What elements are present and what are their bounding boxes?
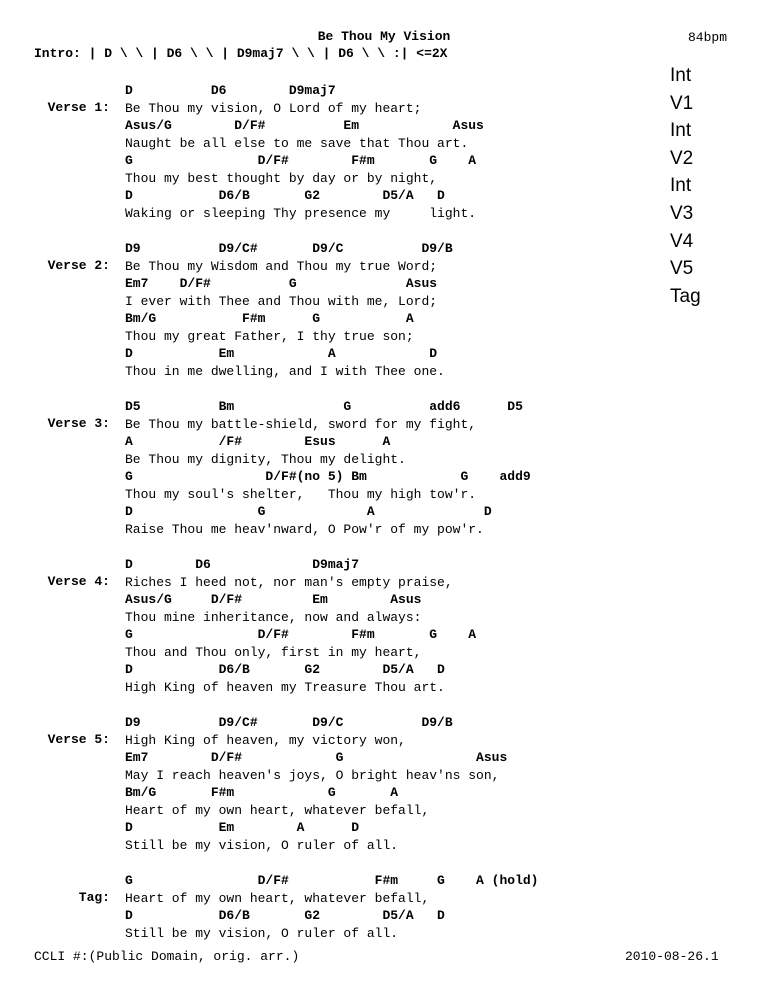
- section-lines: [125, 82, 484, 222]
- section-lines: [125, 398, 531, 538]
- section-lines: [125, 240, 453, 380]
- song-order-item: V2: [670, 147, 694, 169]
- song-order-item: Int: [670, 175, 692, 197]
- chord-line: Em7 D/F# G Asus: [125, 276, 438, 291]
- song-order-item: V5: [670, 258, 694, 280]
- lyric-line: High King of heaven my Treasure Thou art.: [125, 679, 445, 695]
- lyric-line: Still be my vision, O ruler of all.: [125, 837, 399, 853]
- lyric-line: Thou my best thought by day or by night,: [125, 170, 438, 186]
- lyric-line: Heart of my own heart, whatever befall,: [125, 802, 430, 818]
- lyric-line: May I reach heaven's joys, O bright heav'ns son,: [125, 767, 500, 783]
- chord-line: D9 D9/C# D9/C D9/B: [125, 715, 453, 730]
- lyric-line: Thou mine inheritance, now and always:: [125, 609, 422, 625]
- chord-line: D D6/B G2 D5/A D: [125, 908, 445, 923]
- chord-line: D D6/B G2 D5/A D: [125, 662, 445, 677]
- lyric-line: Thou and Thou only, first in my heart,: [125, 644, 422, 660]
- chord-line: G D/F#(no 5) Bm G add9: [125, 469, 531, 484]
- ccli-footer: CCLI #:(Public Domain, orig. arr.): [34, 949, 300, 964]
- section-lines: [125, 556, 476, 696]
- chord-line: D D6 D9maj7: [125, 83, 336, 98]
- section-lines: [125, 714, 507, 854]
- lyric-line: High King of heaven, my victory won,: [125, 732, 406, 748]
- song-order-list: [670, 62, 701, 310]
- song-order-item: Int: [670, 120, 692, 142]
- lyric-line: Riches I heed not, nor man's empty praise,: [125, 574, 453, 590]
- tempo-label: 84bpm: [688, 30, 728, 45]
- chord-line: Em7 D/F# G Asus: [125, 750, 508, 765]
- chord-line: G D/F# F#m G A: [125, 627, 477, 642]
- lyric-line: Be Thou my dignity, Thou my delight.: [125, 451, 406, 467]
- section-lines: [125, 872, 538, 942]
- song-order-item: V3: [670, 202, 694, 224]
- song-title: Be Thou My Vision: [317, 29, 451, 44]
- version-footer: 2010-08-26.1: [625, 949, 719, 964]
- chord-line: D G A D: [125, 504, 492, 519]
- lyric-line: Be Thou my battle-shield, sword for my fight,: [125, 416, 477, 432]
- chord-line: A /F# Esus A: [125, 434, 391, 449]
- song-order-item: V4: [670, 230, 694, 252]
- song-order-item: Int: [670, 65, 692, 86]
- song-order-item: V1: [670, 92, 694, 114]
- section-label: Verse 5:: [47, 731, 110, 747]
- chord-line: Asus/G D/F# Em Asus: [125, 118, 484, 133]
- chord-line: Bm/G F#m G A: [125, 785, 399, 800]
- section-label: Verse 2:: [47, 257, 110, 273]
- lyric-line: Heart of my own heart, whatever befall,: [125, 890, 430, 906]
- chord-line: D Em A D: [125, 346, 438, 361]
- lyric-line: Raise Thou me heav'nward, O Pow'r of my pow'r.: [125, 521, 484, 537]
- chord-line: D Em A D: [125, 820, 360, 835]
- song-order-item: Tag: [670, 285, 701, 307]
- lyric-line: Naught be all else to me save that Thou art.: [125, 135, 469, 151]
- lyric-line: Be Thou my Wisdom and Thou my true Word;: [125, 258, 438, 274]
- lyric-line: Waking or sleeping Thy presence my light.: [125, 205, 477, 221]
- chord-line: D9 D9/C# D9/C D9/B: [125, 241, 453, 256]
- lyric-line: Still be my vision, O ruler of all.: [125, 925, 399, 941]
- lyric-line: Be Thou my vision, O Lord of my heart;: [125, 100, 422, 116]
- chord-line: D5 Bm G add6 D5: [125, 399, 523, 414]
- chord-line: G D/F# F#m G A (hold): [125, 873, 539, 888]
- chord-line: Bm/G F#m G A: [125, 311, 414, 326]
- section-label: Verse 1:: [47, 99, 110, 115]
- section-label: Verse 4:: [47, 573, 110, 589]
- lyric-line: Thou in me dwelling, and I with Thee one.: [125, 363, 445, 379]
- lyric-line: Thou my great Father, I thy true son;: [125, 328, 414, 344]
- section-label: Tag:: [78, 889, 110, 905]
- lyric-line: I ever with Thee and Thou with me, Lord;: [125, 293, 438, 309]
- lyric-line: Thou my soul's shelter, Thou my high tow'r.: [125, 486, 477, 502]
- section-label: Verse 3:: [47, 415, 110, 431]
- intro-line: Intro: | D \ \ | D6 \ \ | D9maj7 \ \ | D6 \ \ :| <=2X: [34, 46, 448, 61]
- chord-line: D D6/B G2 D5/A D: [125, 188, 445, 203]
- chord-line: D D6 D9maj7: [125, 557, 360, 572]
- chord-line: G D/F# F#m G A: [125, 153, 477, 168]
- chord-line: Asus/G D/F# Em Asus: [125, 592, 422, 607]
